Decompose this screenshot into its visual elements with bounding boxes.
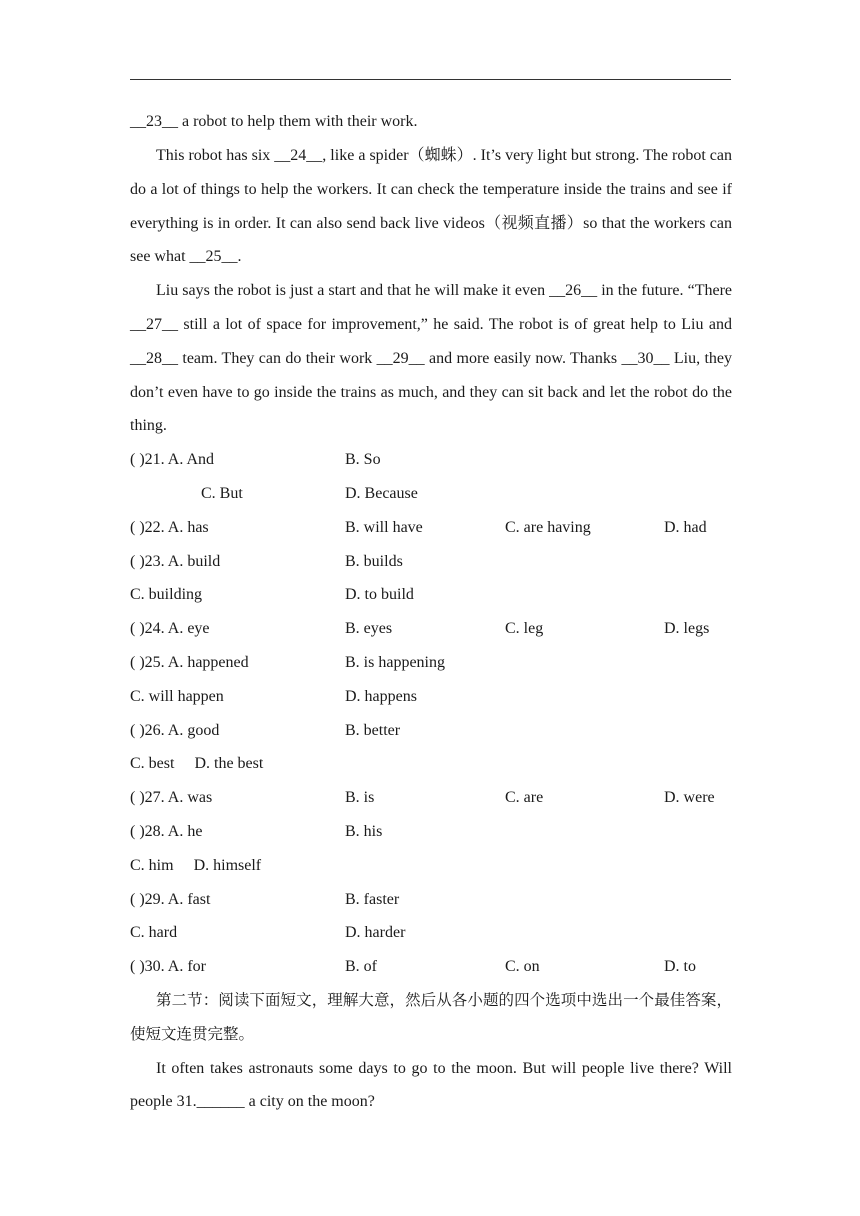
q24-option-c: C. leg — [505, 620, 544, 638]
question-28 — [130, 815, 732, 849]
q30-option-b: B. of — [345, 958, 377, 976]
q21-option-b: B. So — [345, 451, 381, 469]
q23-option-b: B. builds — [345, 552, 403, 570]
q21-option-c: C. But — [201, 484, 243, 502]
q28-stem: ( )28. A. he — [130, 822, 203, 840]
q23-stem: ( )23. A. build — [130, 552, 221, 570]
section-2-heading: 第二节：阅读下面短文，理解大意，然后从各小题的四个选项中选出一个最佳答案，使短文连贯完整。 — [130, 990, 732, 1043]
question-21-row2 — [130, 477, 732, 511]
question-26 — [130, 714, 732, 748]
q30-option-c: C. on — [505, 958, 540, 976]
q26-option-b: B. better — [345, 721, 401, 739]
question-25-row2 — [130, 680, 732, 714]
q25-option-b: B. is happening — [345, 653, 445, 671]
q27-option-b: B. is — [345, 789, 375, 807]
q29-stem: ( )29. A. fast — [130, 890, 211, 908]
q23-option-d: D. to build — [345, 586, 414, 604]
q24-option-b: B. eyes — [345, 620, 393, 638]
page-content — [130, 105, 732, 1119]
question-25 — [130, 646, 732, 680]
passage-line-continued: __23__ a robot to help them with their work. — [130, 113, 418, 130]
q22-option-c: C. are having — [505, 518, 591, 536]
question-22 — [130, 511, 732, 545]
question-26-row2 — [130, 747, 732, 781]
q21-stem: ( )21. A. And — [130, 451, 214, 469]
passage-paragraph-3: Liu says the robot is just a start and that he will make it even __26__ in the future. “There __27__ still a lot of space for improvement,” he said. The robot is of great help to Liu and __28__ team. They can do their work __29__ and more easily now. Thanks __30__ Liu, they don’t even have to go inside the trains as much, and they can sit back and let the robot do the thing. — [130, 282, 732, 435]
question-24 — [130, 612, 732, 646]
question-23 — [130, 545, 732, 579]
passage-paragraph-2: This robot has six __24__, like a spider（蜘蛛）. It’s very light but strong. The robot can do a lot of things to help the workers. It can check the temperature inside the trains and see if everything is in order. It can also send back live videos（视频直播）so that the workers can see what __25__. — [130, 147, 732, 266]
question-29 — [130, 883, 732, 917]
q23-option-c: C. building — [130, 586, 203, 604]
q22-option-d: D. had — [664, 518, 707, 536]
q25-option-c: C. will happen — [130, 687, 224, 705]
question-29-row2 — [130, 916, 732, 950]
section-2-paragraph-1: It often takes astronauts some days to go to the moon. But will people live there? Will people 31.______ a city on the moon? — [130, 1059, 732, 1111]
q29-option-d: D. harder — [345, 924, 406, 942]
question-27 — [130, 781, 732, 815]
question-28-row2 — [130, 849, 732, 883]
q22-stem: ( )22. A. has — [130, 518, 209, 536]
q28-options-cd: C. him D. himself — [130, 856, 262, 874]
question-21 — [130, 443, 732, 477]
q25-stem: ( )25. A. happened — [130, 653, 249, 671]
q26-stem: ( )26. A. good — [130, 721, 220, 739]
header-rule — [130, 79, 731, 80]
q30-stem: ( )30. A. for — [130, 958, 206, 976]
q26-options-cd: C. best D. the best — [130, 755, 264, 773]
question-23-row2 — [130, 578, 732, 612]
q24-option-d: D. legs — [664, 620, 710, 638]
q24-stem: ( )24. A. eye — [130, 620, 210, 638]
question-30 — [130, 950, 732, 984]
q28-option-b: B. his — [345, 822, 383, 840]
q27-option-d: D. were — [664, 789, 715, 807]
q27-option-c: C. are — [505, 789, 544, 807]
q21-option-d: D. Because — [345, 484, 418, 502]
q25-option-d: D. happens — [345, 687, 417, 705]
q27-stem: ( )27. A. was — [130, 789, 213, 807]
q22-option-b: B. will have — [345, 518, 423, 536]
q29-option-c: C. hard — [130, 924, 178, 942]
q30-option-d: D. to — [664, 958, 696, 976]
q29-option-b: B. faster — [345, 890, 400, 908]
